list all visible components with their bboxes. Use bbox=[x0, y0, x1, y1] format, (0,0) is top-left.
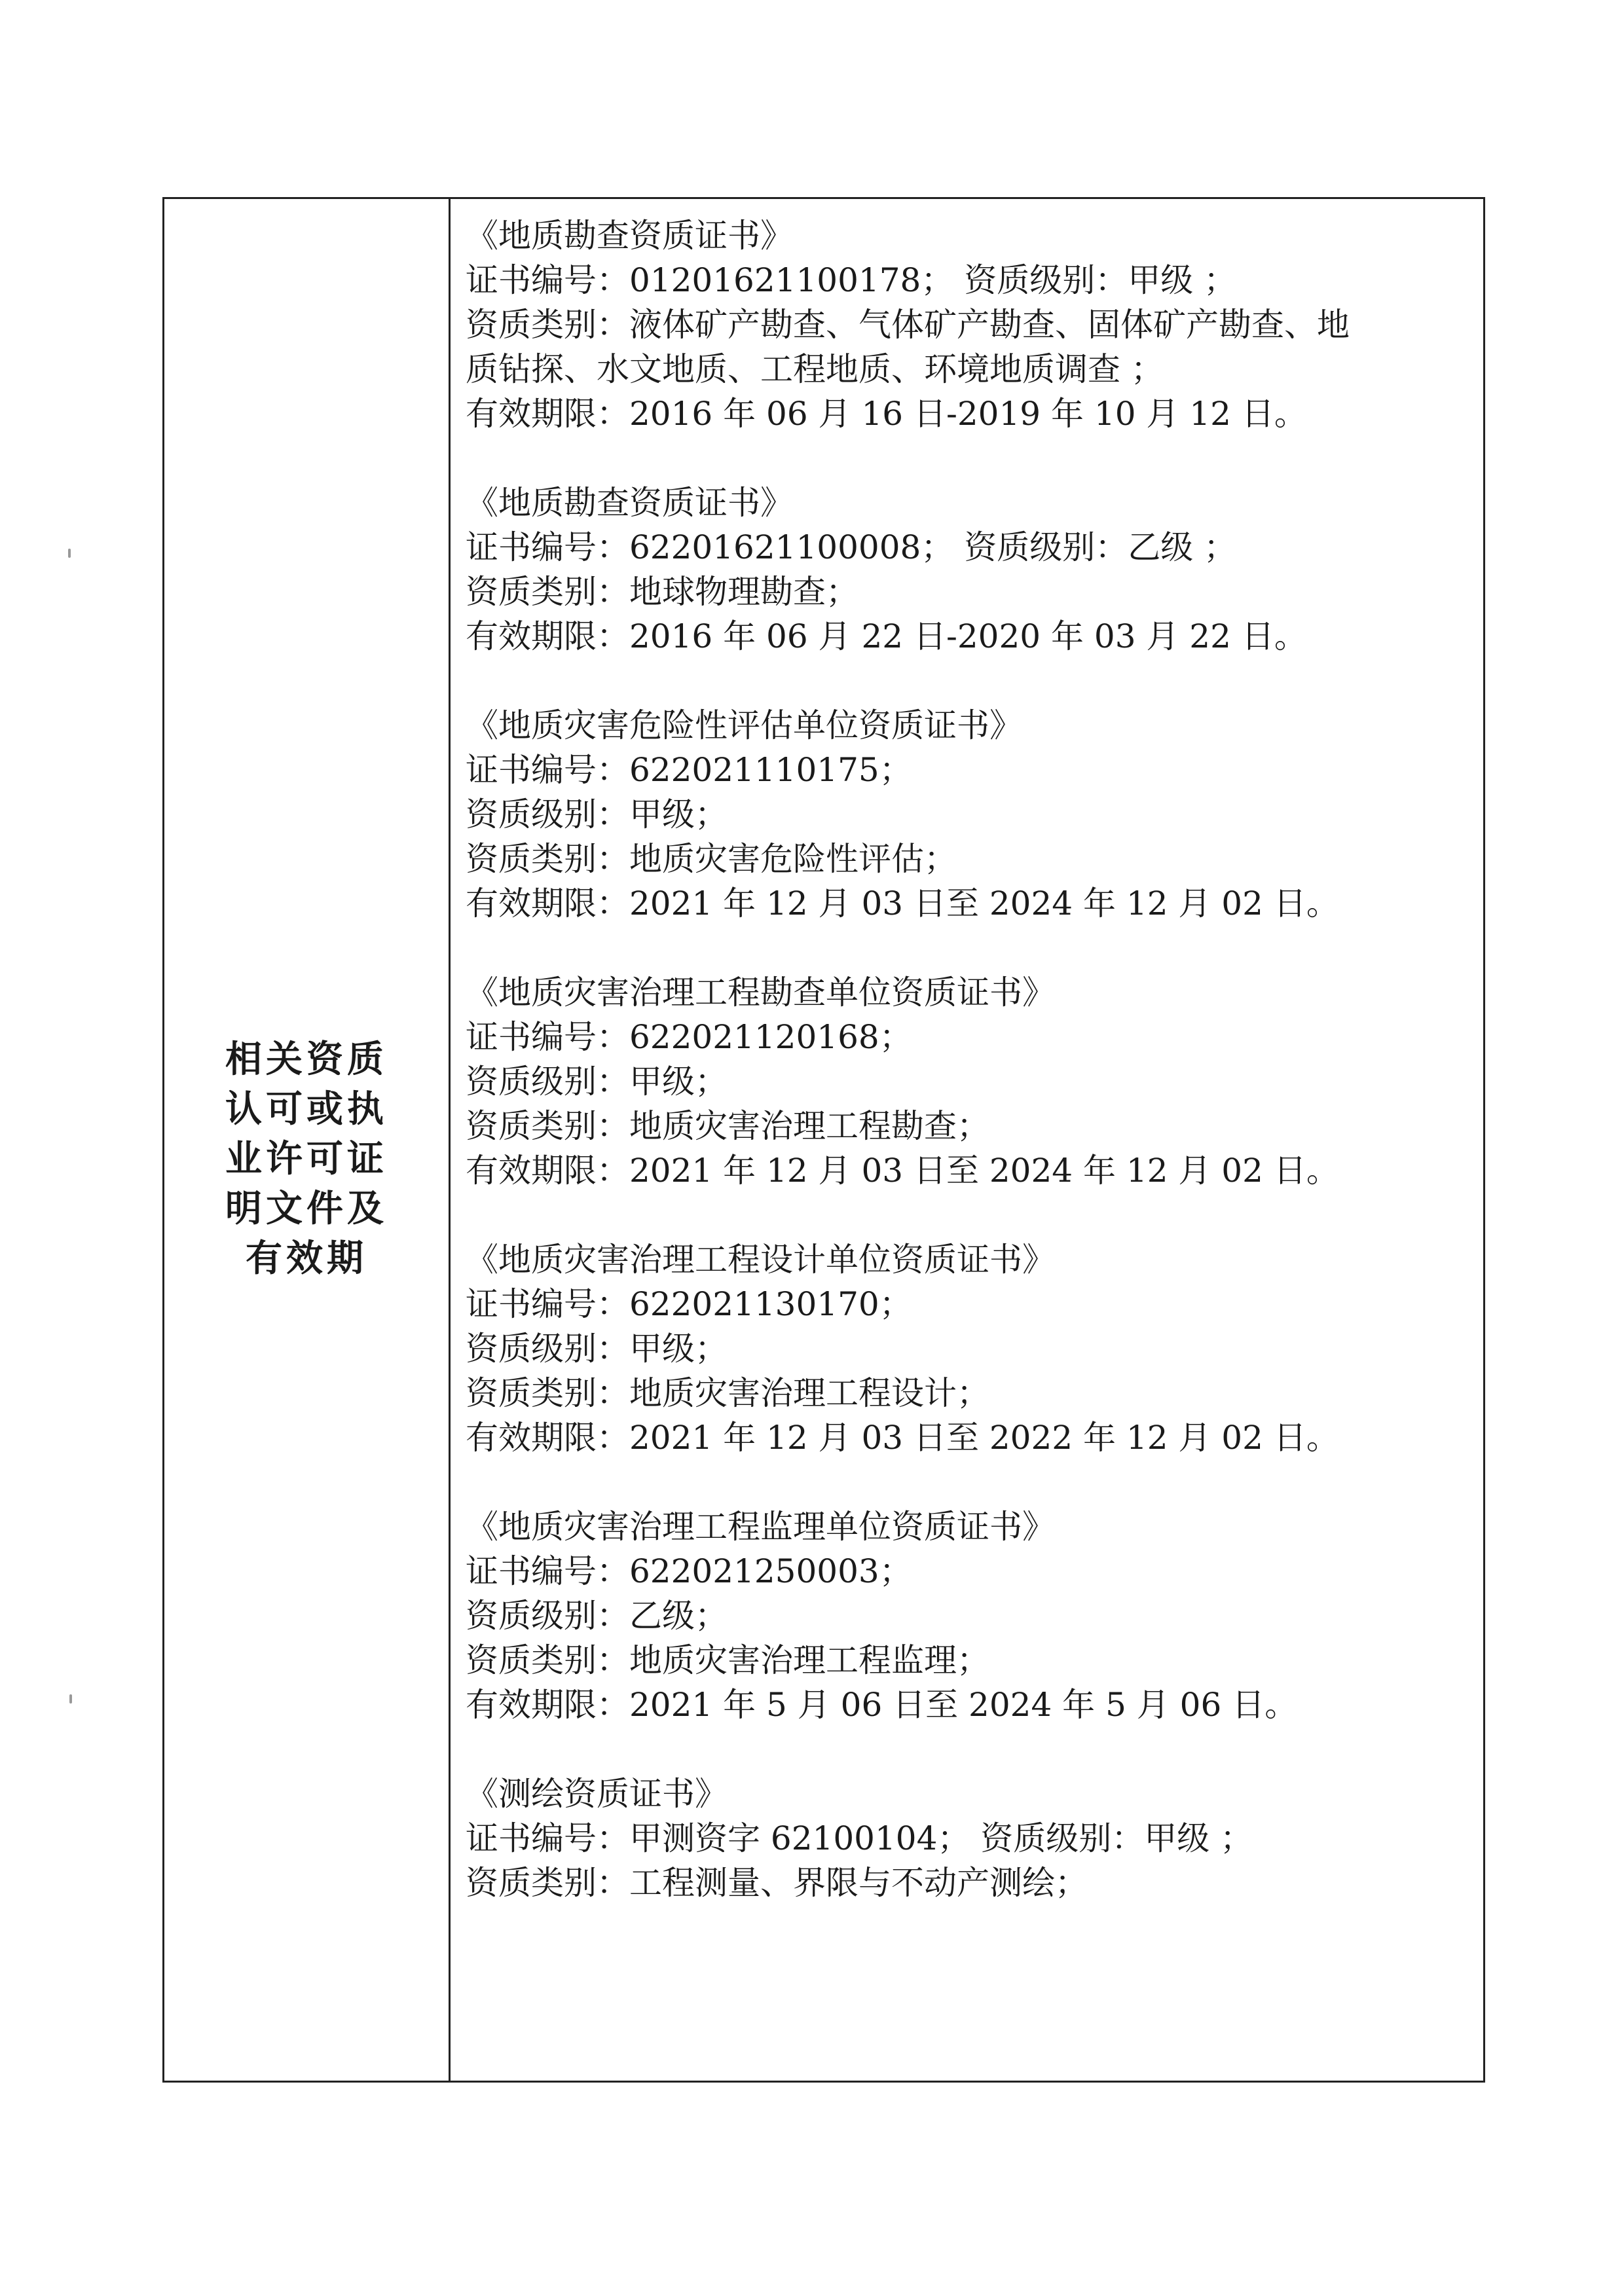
certificate-category: 资质类别：地质灾害治理工程设计； bbox=[466, 1374, 989, 1412]
scan-mark bbox=[69, 1694, 72, 1704]
certificate-category: 资质类别：地质灾害治理工程监理； bbox=[466, 1641, 989, 1679]
certificate-block bbox=[466, 1772, 1474, 1905]
certificate-title: 《测绘资质证书》 bbox=[466, 1775, 728, 1813]
certificate-block bbox=[466, 970, 1474, 1193]
certificate-block bbox=[466, 481, 1474, 659]
qualification-table bbox=[162, 197, 1485, 2083]
certificate-number: 证书编号：62201621100008； 资质级别：乙级 ； bbox=[466, 528, 1237, 566]
certificate-validity: 有效期限：2021 年 12 月 03 日至 2022 年 12 月 02 日。 bbox=[466, 1419, 1339, 1457]
certificate-number: 证书编号：甲测资字 62100104； 资质级别：甲级 ； bbox=[466, 1819, 1253, 1857]
certificate-category: 资质类别：地质灾害治理工程勘查； bbox=[466, 1107, 989, 1145]
certificate-block bbox=[466, 703, 1474, 926]
certificate-block bbox=[466, 1504, 1474, 1727]
row-label-cell bbox=[164, 199, 449, 2081]
certificate-number: 证书编号：622021120168； bbox=[466, 1018, 912, 1056]
row-label-line: 相关资质 bbox=[225, 1038, 388, 1081]
certificate-title: 《地质灾害治理工程设计单位资质证书》 bbox=[466, 1241, 1055, 1279]
column-divider bbox=[449, 199, 451, 2081]
certificate-title: 《地质灾害治理工程勘查单位资质证书》 bbox=[466, 974, 1055, 1011]
row-label bbox=[225, 1035, 388, 1284]
certificate-title: 《地质勘查资质证书》 bbox=[466, 217, 793, 255]
certificate-level: 资质级别：甲级； bbox=[466, 795, 728, 833]
certificate-title: 《地质灾害治理工程监理单位资质证书》 bbox=[466, 1508, 1055, 1546]
scan-mark bbox=[68, 549, 71, 558]
row-label-line: 认可或执 bbox=[225, 1088, 388, 1131]
certificate-number: 证书编号：622021250003； bbox=[466, 1552, 912, 1590]
certificate-title: 《地质灾害危险性评估单位资质证书》 bbox=[466, 706, 1022, 744]
certificate-number: 证书编号：622021110175； bbox=[466, 751, 912, 789]
row-label-line: 有效期 bbox=[246, 1237, 367, 1280]
certificate-category: 资质类别：地球物理勘查； bbox=[466, 573, 858, 611]
row-label-line: 明文件及 bbox=[225, 1188, 388, 1230]
certificate-level: 资质级别：甲级； bbox=[466, 1330, 728, 1368]
certificate-validity: 有效期限：2021 年 12 月 03 日至 2024 年 12 月 02 日。 bbox=[466, 884, 1339, 922]
certificate-validity: 有效期限：2016 年 06 月 22 日-2020 年 03 月 22 日。 bbox=[466, 617, 1307, 655]
certificate-validity: 有效期限：2021 年 12 月 03 日至 2024 年 12 月 02 日。 bbox=[466, 1152, 1339, 1190]
certificate-category: 资质类别：地质灾害危险性评估； bbox=[466, 840, 957, 878]
certificate-block bbox=[466, 1237, 1474, 1460]
certificate-category: 资质类别：工程测量、界限与不动产测绘； bbox=[466, 1864, 1088, 1902]
certificate-level: 资质级别：甲级； bbox=[466, 1063, 728, 1101]
certificate-category-continued: 质钻探、水文地质、工程地质、环境地质调查 ； bbox=[466, 350, 1164, 388]
certificate-block bbox=[466, 213, 1474, 436]
certificate-level: 资质级别：乙级； bbox=[466, 1597, 728, 1635]
certificate-title: 《地质勘查资质证书》 bbox=[466, 484, 793, 522]
certificate-number: 证书编号：01201621100178； 资质级别：甲级 ； bbox=[466, 261, 1237, 299]
certificate-validity: 有效期限：2021 年 5 月 06 日至 2024 年 5 月 06 日。 bbox=[466, 1686, 1298, 1724]
certificate-category: 资质类别：液体矿产勘查、气体矿产勘查、固体矿产勘查、地 bbox=[466, 306, 1350, 344]
certificates-cell bbox=[466, 213, 1474, 1905]
certificate-number: 证书编号：622021130170； bbox=[466, 1285, 912, 1323]
certificate-validity: 有效期限：2016 年 06 月 16 日-2019 年 10 月 12 日。 bbox=[466, 395, 1307, 433]
row-label-line: 业许可证 bbox=[225, 1138, 388, 1180]
